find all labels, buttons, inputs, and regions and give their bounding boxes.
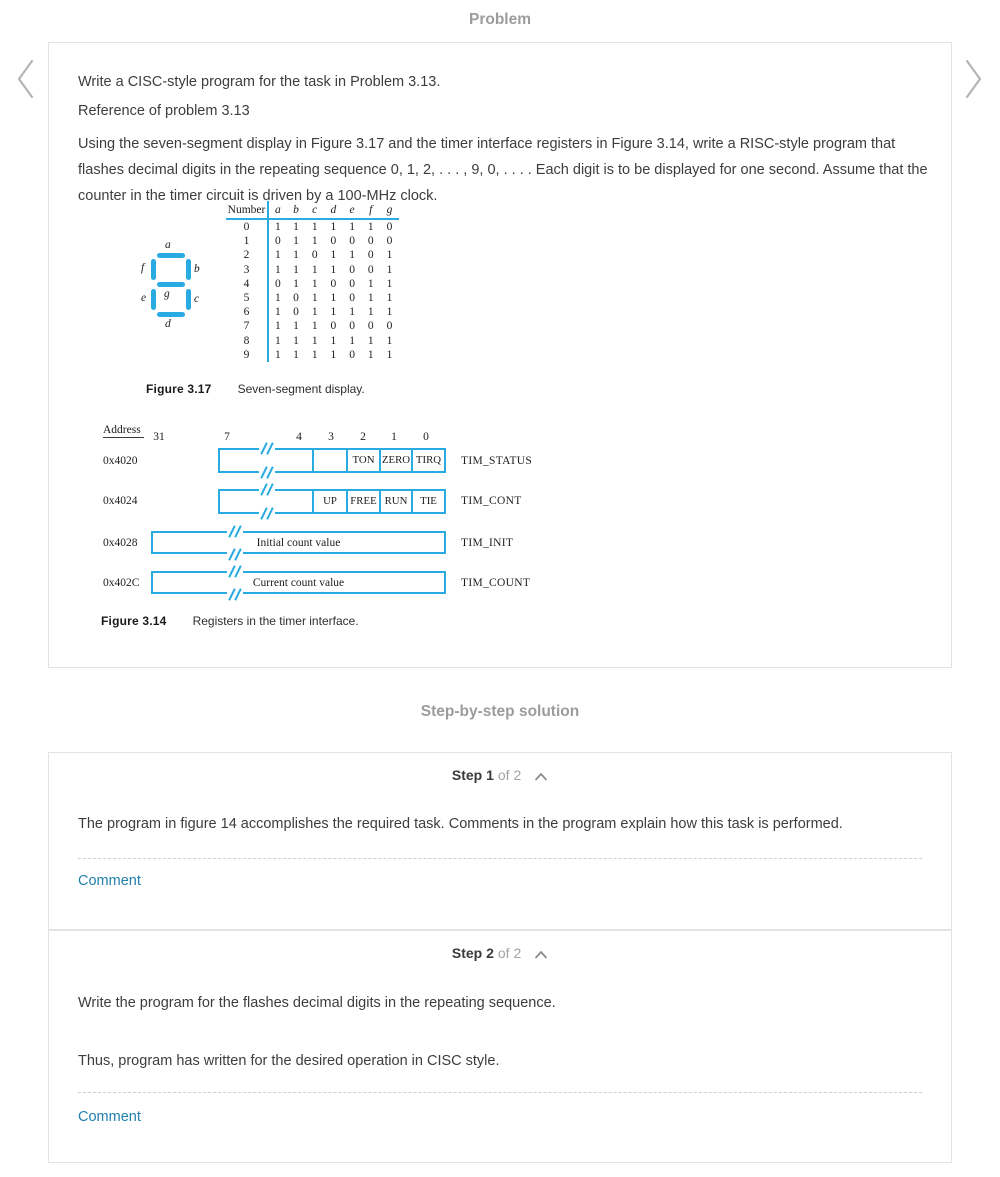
- table-cell-bit: 1: [274, 320, 281, 333]
- break-mark: [259, 507, 275, 520]
- table-cell-bit: 1: [274, 263, 281, 276]
- segment-d: [157, 312, 185, 317]
- step-paragraph: Thus, program has written for the desired operation in CISC style.: [78, 1053, 500, 1069]
- table-cell-bit: 0: [330, 235, 337, 248]
- column-header-a: a: [268, 201, 287, 219]
- table-cell-bit: 1: [311, 292, 318, 305]
- solution-heading: Step-by-step solution: [420, 703, 580, 720]
- table-cell-bit: 0: [274, 277, 281, 290]
- table-cell-bit: 1: [386, 292, 393, 305]
- register-address: 0x4020: [103, 455, 138, 467]
- table-header-row: [226, 201, 399, 219]
- register-bit-cell: ZERO: [379, 450, 411, 471]
- register-bit-cell: UP: [312, 491, 346, 512]
- table-cell-bit: 0: [349, 292, 355, 305]
- collapse-chevron-up-icon[interactable]: [534, 950, 548, 959]
- register-name: TIM_CONT: [461, 495, 522, 507]
- table-cell-bit: 0: [386, 221, 393, 233]
- table-cell-number: 2: [226, 248, 268, 262]
- table-cell-bit: 1: [367, 334, 374, 347]
- table-row: [226, 234, 399, 248]
- table-cell-bit: 1: [293, 263, 299, 276]
- table-cell-bit: 1: [293, 221, 299, 233]
- table-cell-bit: 1: [311, 320, 318, 333]
- segment-label-g: g: [164, 288, 170, 300]
- break-mark: [259, 466, 275, 479]
- dotted-divider: [78, 858, 922, 859]
- table-cell-bit: 1: [293, 277, 299, 290]
- table-cell-bit: 1: [386, 277, 393, 290]
- chevron-left-icon: [13, 58, 37, 100]
- table-cell-bit: 1: [386, 249, 393, 262]
- table-cell-bit: 1: [293, 249, 299, 262]
- table-cell-bit: 1: [274, 348, 281, 361]
- comment-link[interactable]: Comment: [78, 873, 141, 889]
- register-tim-init: [151, 531, 446, 554]
- break-mark: [227, 548, 243, 561]
- table-cell-bit: 1: [367, 221, 374, 233]
- table-cell-number: 9: [226, 348, 268, 362]
- problem-reference: Reference of problem 3.13: [78, 103, 250, 119]
- table-cell-number: 3: [226, 263, 268, 277]
- problem-card: [48, 42, 952, 668]
- table-cell-bit: 0: [367, 249, 374, 262]
- segment-label-b: b: [194, 263, 200, 275]
- table-cell-bit: 0: [293, 292, 299, 305]
- table-cell-number: 7: [226, 319, 268, 333]
- table-cell-bit: 1: [367, 292, 374, 305]
- table-cell-bit: 0: [349, 320, 355, 333]
- table-cell-bit: 1: [311, 334, 318, 347]
- column-header-g: g: [380, 201, 399, 219]
- table-cell-bit: 1: [367, 277, 374, 290]
- table-cell-bit: 1: [349, 221, 355, 233]
- table-cell-bit: 0: [349, 348, 355, 361]
- table-cell-bit: 1: [311, 348, 318, 361]
- table-cell-bit: 1: [330, 221, 337, 233]
- table-cell-bit: 1: [386, 263, 393, 276]
- table-cell-bit: 0: [349, 263, 355, 276]
- column-header-b: b: [287, 201, 306, 219]
- problem-statement: Write a CISC-style program for the task in Problem 3.13.: [78, 74, 441, 90]
- register-bit-cell: [312, 450, 346, 471]
- table-cell-bit: 1: [330, 334, 337, 347]
- table-cell-bit: 1: [274, 249, 281, 262]
- table-cell-bit: 1: [386, 306, 393, 319]
- table-cell-bit: 0: [367, 320, 374, 333]
- table-cell-bit: 0: [311, 249, 318, 262]
- column-header-e: e: [343, 201, 362, 219]
- bit-label-2: 2: [360, 431, 366, 443]
- bit-label-1: 1: [391, 431, 397, 443]
- table-cell-bit: 1: [367, 306, 374, 319]
- table-cell-bit: 1: [349, 306, 355, 319]
- table-cell-bit: 1: [367, 348, 374, 361]
- table-cell-bit: 1: [330, 263, 337, 276]
- column-header-f: f: [361, 201, 380, 219]
- table-cell-number: 6: [226, 305, 268, 319]
- step-2-card: [48, 930, 952, 1163]
- register-bit-cell: FREE: [346, 491, 379, 512]
- break-mark: [227, 588, 243, 601]
- segment-label-e: e: [141, 292, 147, 304]
- register-value-label: Current count value: [252, 576, 345, 589]
- step-paragraph: The program in figure 14 accomplishes the required task. Comments in the program explain how this task is performed.: [78, 816, 843, 832]
- table-cell-number: 0: [226, 219, 268, 234]
- table-cell-bit: 1: [349, 334, 355, 347]
- column-header-d: d: [324, 201, 343, 219]
- segment-g: [157, 282, 185, 287]
- step-title: Step 2: [451, 945, 494, 961]
- step-count: of 2: [497, 945, 522, 961]
- segment-b: [186, 259, 191, 280]
- table-row: [226, 348, 399, 362]
- table-cell-bit: 1: [386, 348, 393, 361]
- register-tim-cont: [218, 489, 446, 514]
- figure-3-17-label: Figure 3.17: [146, 382, 212, 396]
- table-row: [226, 263, 399, 277]
- table-cell-bit: 1: [274, 221, 281, 233]
- segment-label-a: a: [165, 239, 171, 251]
- break-mark: [259, 442, 275, 455]
- step-1-card: [48, 752, 952, 930]
- register-tim-status: [218, 448, 446, 473]
- bit-label-4: 4: [296, 431, 302, 443]
- bit-label-7: 7: [224, 431, 230, 443]
- table-cell-number: 8: [226, 334, 268, 348]
- table-cell-number: 4: [226, 277, 268, 291]
- column-header-number: Number: [226, 201, 268, 219]
- table-cell-bit: 0: [367, 235, 374, 248]
- table-row: [226, 291, 399, 305]
- comment-link[interactable]: Comment: [78, 1109, 141, 1125]
- table-cell-bit: 1: [311, 306, 318, 319]
- table-cell-bit: 1: [330, 348, 337, 361]
- step-paragraph: Write the program for the flashes decimal digits in the repeating sequence.: [78, 995, 556, 1011]
- table-cell-bit: 0: [386, 235, 393, 248]
- register-name: TIM_COUNT: [461, 577, 531, 589]
- table-cell-bit: 0: [349, 277, 355, 290]
- step-count: of 2: [497, 767, 522, 783]
- table-row: [226, 277, 399, 291]
- table-cell-bit: 0: [330, 320, 337, 333]
- table-cell-bit: 1: [311, 221, 318, 233]
- table-cell-bit: 1: [386, 334, 393, 347]
- step-1-header: [49, 767, 951, 783]
- step-title: Step 1: [451, 767, 494, 783]
- table-cell-bit: 0: [330, 277, 337, 290]
- table-cell-bit: 0: [367, 263, 374, 276]
- register-bit-cell: TON: [346, 450, 379, 471]
- table-cell-bit: 0: [349, 235, 355, 248]
- register-bit-cell: RUN: [379, 491, 411, 512]
- table-cell-bit: 1: [274, 292, 281, 305]
- table-cell-bit: 0: [274, 235, 281, 248]
- segment-label-f: f: [141, 262, 145, 274]
- table-cell-bit: 0: [293, 306, 299, 319]
- bit-label-31: 31: [153, 431, 165, 443]
- table-row: [226, 248, 399, 262]
- table-cell-bit: 1: [330, 306, 337, 319]
- table-cell-bit: 1: [311, 235, 318, 248]
- break-mark: [227, 525, 243, 538]
- seven-segment-display: [137, 239, 207, 334]
- table-cell-bit: 1: [274, 306, 281, 319]
- table-cell-number: 1: [226, 234, 268, 248]
- table-row: [226, 319, 399, 333]
- register-bit-cell: TIRQ: [411, 450, 444, 471]
- table-cell-bit: 1: [311, 277, 318, 290]
- segment-table-body: [226, 219, 399, 362]
- segment-e: [151, 289, 156, 310]
- figure-3-17-text: Seven-segment display.: [237, 382, 365, 396]
- problem-heading: Problem: [468, 11, 531, 28]
- dotted-divider: [78, 1092, 922, 1093]
- table-cell-bit: 1: [311, 263, 318, 276]
- register-name: TIM_STATUS: [461, 455, 533, 467]
- register-address: 0x4028: [103, 537, 138, 549]
- figure-3-14-caption: [101, 614, 359, 628]
- register-value-label: Initial count value: [256, 536, 341, 549]
- break-mark: [259, 483, 275, 496]
- register-name: TIM_INIT: [461, 537, 514, 549]
- table-row: [226, 305, 399, 319]
- segment-label-d: d: [165, 318, 171, 330]
- figure-3-17-caption: [146, 382, 365, 396]
- table-cell-number: 5: [226, 291, 268, 305]
- table-cell-bit: 1: [349, 249, 355, 262]
- table-cell-bit: 1: [330, 292, 337, 305]
- table-cell-bit: 1: [293, 348, 299, 361]
- table-cell-bit: 1: [293, 334, 299, 347]
- table-cell-bit: 1: [274, 334, 281, 347]
- segment-label-c: c: [194, 293, 200, 305]
- table-cell-bit: 1: [330, 249, 337, 262]
- register-bit-cell: TIE: [411, 491, 444, 512]
- table-row: [226, 219, 399, 234]
- segment-f: [151, 259, 156, 280]
- bit-label-0: 0: [423, 431, 429, 443]
- register-tim-count: [151, 571, 446, 594]
- register-address: 0x402C: [103, 577, 140, 589]
- collapse-chevron-up-icon[interactable]: [534, 772, 548, 781]
- figure-3-14-label: Figure 3.14: [101, 614, 167, 628]
- table-cell-bit: 0: [386, 320, 393, 333]
- table-row: [226, 334, 399, 348]
- chevron-right-icon: [962, 58, 986, 100]
- figure-3-14-text: Registers in the timer interface.: [192, 614, 359, 628]
- break-mark: [227, 565, 243, 578]
- problem-body: Using the seven-segment display in Figure 3.17 and the timer interface registers in Figure 3.14, write a RISC-style program that flashes decimal digits in the repeating sequence 0, 1, 2, . . . , 9, 0, . . . . Each digit is to be displayed for one second. Assume that the counter in the timer circuit is driven by a 100-MHz clock.: [78, 136, 928, 204]
- step-2-header: [49, 945, 951, 961]
- next-problem-button[interactable]: [961, 58, 987, 100]
- seven-segment-truth-table: [226, 201, 399, 362]
- table-cell-bit: 1: [293, 320, 299, 333]
- register-address: 0x4024: [103, 495, 138, 507]
- bit-label-3: 3: [328, 431, 334, 443]
- previous-problem-button[interactable]: [12, 58, 38, 100]
- column-header-c: c: [305, 201, 324, 219]
- address-column-header: Address: [103, 424, 144, 438]
- segment-a: [157, 253, 185, 258]
- table-cell-bit: 1: [293, 235, 299, 248]
- segment-c: [186, 289, 191, 310]
